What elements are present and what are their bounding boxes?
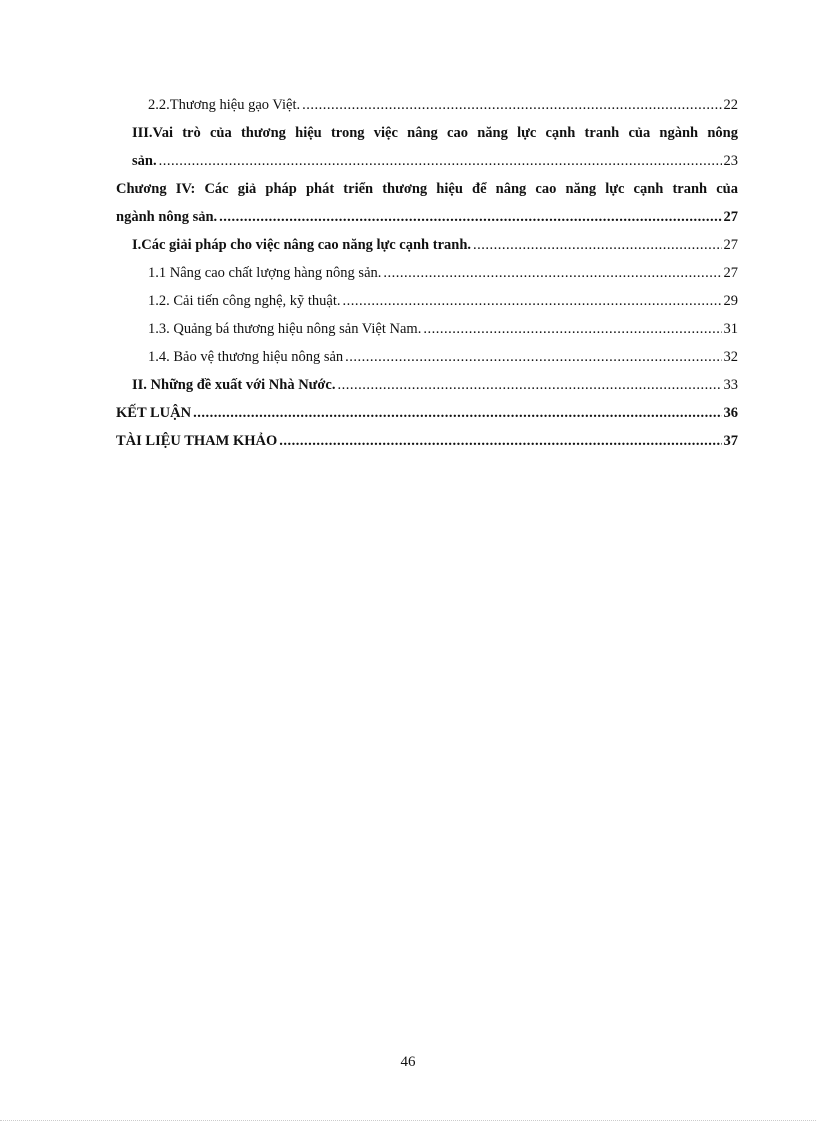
dot-leader (337, 371, 721, 399)
toc-entry (116, 147, 738, 175)
toc-entry-label: ngành nông sản. (116, 209, 218, 225)
page-number: 46 (400, 1054, 416, 1070)
toc-entry-page: 27 (723, 237, 738, 253)
toc-entry-wrapped-line: III.Vai trò của thương hiệu trong việc nâng cao năng lực cạnh tranh của ngành nông (132, 125, 738, 141)
toc-entry (116, 371, 738, 399)
toc-entry (116, 287, 738, 315)
toc-entry-page: 32 (723, 349, 738, 365)
toc-entry-page: 22 (723, 97, 738, 113)
dot-leader (343, 287, 722, 315)
dot-leader (193, 399, 721, 427)
toc-entry-page: 33 (723, 377, 738, 393)
toc-chapter-wrapped-line: Chương IV: Các giả pháp phát triển thương hiệu để nâng cao năng lực cạnh tranh của (116, 181, 738, 197)
toc-entry-label: sản. (132, 153, 157, 169)
toc-entry-label: 2.2.Thương hiệu gạo Việt. (148, 97, 301, 113)
toc-entry-page: 36 (723, 405, 738, 421)
toc-entry-page: 37 (723, 433, 738, 449)
toc-entry-label: II. Những đề xuất với Nhà Nước. (132, 377, 336, 393)
toc-entry-label: 1.1 Nâng cao chất lượng hàng nông sản. (148, 265, 382, 281)
toc-entry-label: 1.4. Bảo vệ thương hiệu nông sản (148, 349, 344, 365)
toc-entry-label: KẾT LUẬN (116, 405, 192, 421)
toc-entry (116, 427, 738, 455)
toc-entry (116, 315, 738, 343)
toc-entry-page: 31 (723, 321, 738, 337)
dot-leader (279, 427, 721, 455)
toc-entry-label: 1.3. Quảng bá thương hiệu nông sản Việt Nam. (148, 321, 422, 337)
toc-entry (116, 91, 738, 119)
toc-entry (116, 203, 738, 231)
dot-leader (423, 315, 721, 343)
toc-entry-page: 27 (723, 209, 738, 225)
toc-entry-page: 27 (723, 265, 738, 281)
dot-leader (345, 343, 721, 371)
toc-entry (116, 399, 738, 427)
toc-entry-page: 29 (723, 293, 738, 309)
dot-leader (473, 231, 721, 259)
toc-entry-label: TÀI LIỆU THAM KHẢO (116, 433, 278, 449)
table-of-contents (116, 91, 738, 455)
toc-entry (116, 259, 738, 287)
dot-leader (383, 259, 721, 287)
dot-leader (159, 147, 722, 175)
toc-entry-page: 23 (723, 153, 738, 169)
toc-entry (116, 231, 738, 259)
dot-leader (219, 203, 721, 231)
toc-entry-label: 1.2. Cải tiến công nghệ, kỹ thuật. (148, 293, 341, 309)
page-bottom-border (0, 1120, 816, 1121)
toc-entry (116, 343, 738, 371)
dot-leader (302, 91, 721, 119)
toc-entry-label: I.Các giải pháp cho việc nâng cao năng lực cạnh tranh. (132, 237, 472, 253)
